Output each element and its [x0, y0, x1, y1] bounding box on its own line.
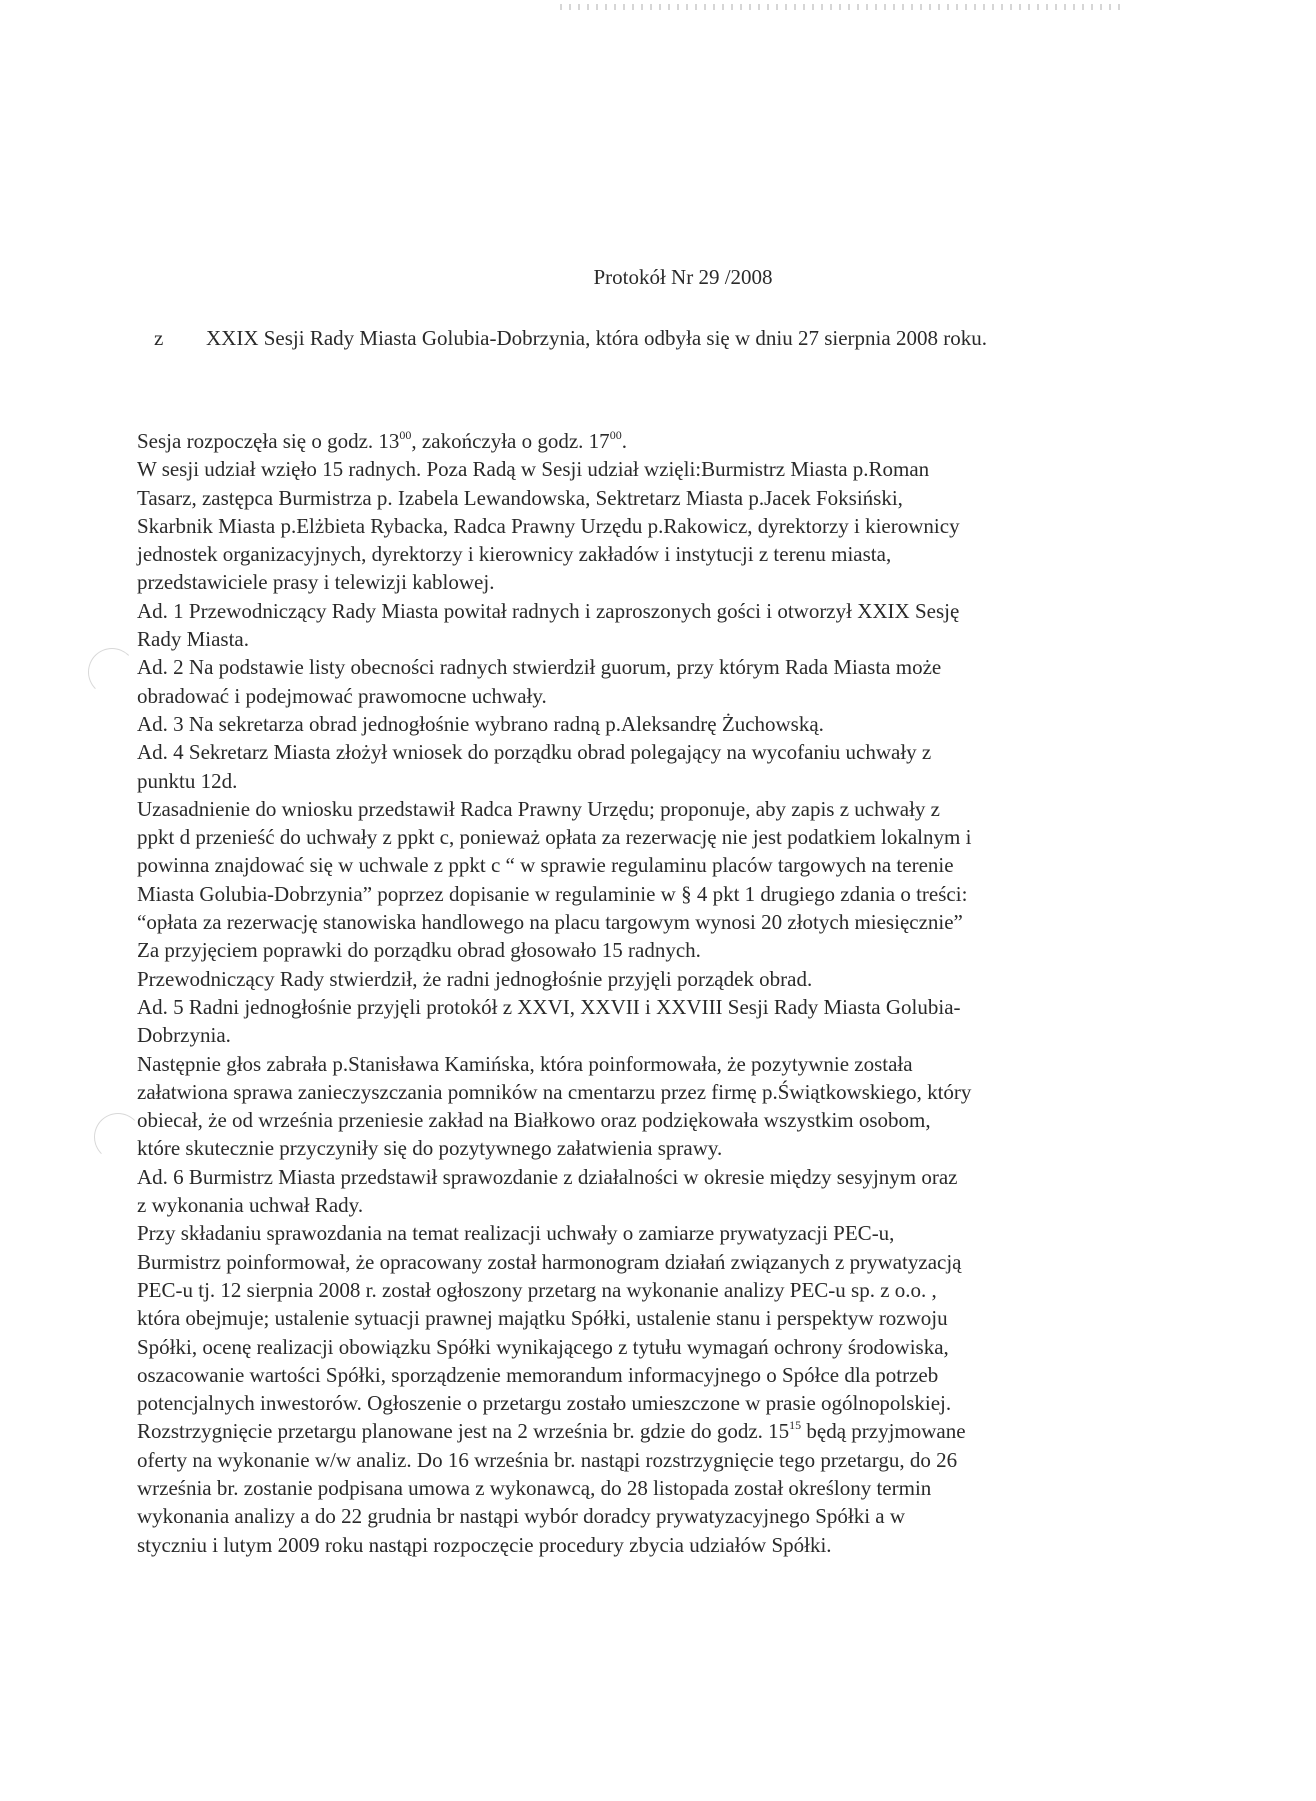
body-line: Przy składaniu sprawozdania na temat realizacji uchwały o zamiarze prywatyzacji PEC-u, — [137, 1221, 895, 1246]
body-line: oszacowanie wartości Spółki, sporządzenie memorandum informacyjnego o Spółce dla potrzeb — [137, 1362, 939, 1387]
scan-edge-shadow — [560, 4, 1120, 10]
body-line: Uzasadnienie do wniosku przedstawił Radca Prawny Urzędu; proponuje, aby zapis z uchwały z — [137, 796, 940, 821]
body-line: ppkt d przenieść do uchwały z ppkt c, ponieważ opłata za rezerwację nie jest podatkiem lokalnym i — [137, 825, 972, 850]
body-line: Ad. 5 Radni jednogłośnie przyjęli protokół z XXVI, XXVII i XXVIII Sesji Rady Miasta Golubia- — [137, 994, 961, 1019]
body-line: z wykonania uchwał Rady. — [137, 1193, 364, 1218]
body-line: Ad. 2 Na podstawie listy obecności radnych stwierdził guorum, przy którym Rada Miasta może — [137, 655, 942, 680]
body-line: jednostek organizacyjnych, dyrektorzy i kierownicy zakładów i instytucji z terenu miasta, — [137, 542, 892, 567]
body-line: punktu 12d. — [137, 768, 238, 793]
body-line: Za przyjęciem poprawki do porządku obrad głosowało 15 radnych. — [137, 938, 701, 963]
subtitle-prefix: z — [154, 326, 164, 350]
body-line-session-time — [137, 427, 1167, 455]
body-line: Ad. 1 Przewodniczący Rady Miasta powitał radnych i zaproszonych gości i otworzył XXIX Sesję — [137, 598, 960, 623]
body-line: obiecał, że od września przeniesie zakład na Białkowo oraz podziękowała wszystkim osobom, — [137, 1108, 931, 1133]
body-line: Następnie głos zabrała p.Stanisława Kamińska, która poinformowała, że pozytywnie została — [137, 1051, 913, 1076]
body-line: Ad. 3 Na sekretarza obrad jednogłośnie wybrano radną p.Aleksandrę Żuchowską. — [137, 711, 824, 736]
body-line: Miasta Golubia-Dobrzynia” poprzez dopisanie w regulaminie w § 4 pkt 1 drugiego zdania o treści: — [137, 881, 968, 906]
body-line: Tasarz, zastępca Burmistrza p. Izabela Lewandowska, Sektretarz Miasta p.Jacek Foksiński, — [137, 485, 903, 510]
tender-date-text: Rozstrzygnięcie przetargu planowane jest na 2 września br. gdzie do godz. 15 — [137, 1419, 790, 1444]
tender-date-text-end: będą przyjmowane — [801, 1419, 966, 1444]
session-end-minutes: 00 — [609, 428, 622, 442]
body-line: Skarbnik Miasta p.Elżbieta Rybacka, Radca Prawny Urzędu p.Rakowicz, dyrektorzy i kierownicy — [137, 513, 960, 538]
body-line: W sesji udział wzięło 15 radnych. Poza Radą w Sesji udział wzięli:Burmistrz Miasta p.Roman — [137, 457, 930, 482]
body-line: załatwiona sprawa zanieczyszczania pomników na cmentarzu przez firmę p.Świątkowskiego, który — [137, 1079, 972, 1104]
session-end-period: . — [621, 429, 627, 453]
session-end-text: , zakończyła o godz. 17 — [411, 429, 610, 453]
body-line: oferty na wykonanie w/w analiz. Do 16 września br. nastąpi rozstrzygnięcie tego przetargu, do 26 — [137, 1447, 958, 1472]
body-line: września br. zostanie podpisana umowa z wykonawcą, do 28 listopada został określony termin — [137, 1475, 932, 1500]
body-line: Rady Miasta. — [137, 627, 249, 652]
document-title: Protokół Nr 29 /2008 — [593, 265, 773, 289]
body-line-tender-date — [137, 1417, 1167, 1445]
body-line: styczniu i lutym 2009 roku nastąpi rozpoczęcie procedury zbycia udziałów Spółki. — [137, 1532, 832, 1557]
body-line: które skutecznie przyczyniły się do pozytywnego załatwienia sprawy. — [137, 1136, 723, 1161]
session-start-text: Sesja rozpoczęła się o godz. 13 — [137, 429, 400, 453]
body-line: Spółki, ocenę realizacji obowiązku Spółki wynikającego z tytułu wymagań ochrony środowiska, — [137, 1334, 949, 1359]
body-line: Burmistrz poinformował, że opracowany został harmonogram działań związanych z prywatyzacją — [137, 1249, 962, 1274]
subtitle-text: XXIX Sesji Rady Miasta Golubia-Dobrzynia, która odbyła się w dniu 27 sierpnia 2008 roku. — [206, 326, 987, 350]
body-line: przedstawiciele prasy i telewizji kablowej. — [137, 570, 495, 595]
body-line: która obejmuje; ustalenie sytuacji prawnej majątku Spółki, ustalenie stanu i perspektyw rozwoju — [137, 1306, 948, 1331]
body-line: powinna znajdować się w uchwale z ppkt c “ w sprawie regulaminu placów targowych na terenie — [137, 853, 954, 878]
document-subtitle — [154, 324, 987, 352]
document-body — [137, 427, 1167, 1559]
body-line: obradować i podejmować prawomocne uchwały. — [137, 683, 547, 708]
body-line: Dobrzynia. — [137, 1023, 231, 1048]
session-start-minutes: 00 — [399, 428, 412, 442]
body-line: Przewodniczący Rady stwierdził, że radni jednogłośnie przyjęli porządek obrad. — [137, 966, 813, 991]
body-line: Ad. 4 Sekretarz Miasta złożył wniosek do porządku obrad polegający na wycofaniu uchwały z — [137, 740, 932, 765]
body-line: potencjalnych inwestorów. Ogłoszenie o przetargu zostało umieszczone w prasie ogólnopolskiej. — [137, 1391, 952, 1416]
body-line: Ad. 6 Burmistrz Miasta przedstawił sprawozdanie z działalności w okresie między sesyjnym oraz — [137, 1164, 958, 1189]
punch-hole-mark — [94, 1113, 142, 1161]
body-line: PEC-u tj. 12 sierpnia 2008 r. został ogłoszony przetarg na wykonanie analizy PEC-u sp. z o.o. , — [137, 1277, 937, 1302]
body-lines-group-b — [137, 1446, 1167, 1559]
body-line: wykonania analizy a do 22 grudnia br nastąpi wybór doradcy prywatyzacyjnego Spółki a w — [137, 1504, 906, 1529]
body-lines-group-a — [137, 455, 1167, 1417]
tender-time-minutes: 15 — [789, 1418, 802, 1433]
body-line: “opłata za rezerwację stanowiska handlowego na placu targowym wynosi 20 złotych miesięcznie” — [137, 910, 963, 935]
punch-hole-mark — [88, 648, 136, 696]
